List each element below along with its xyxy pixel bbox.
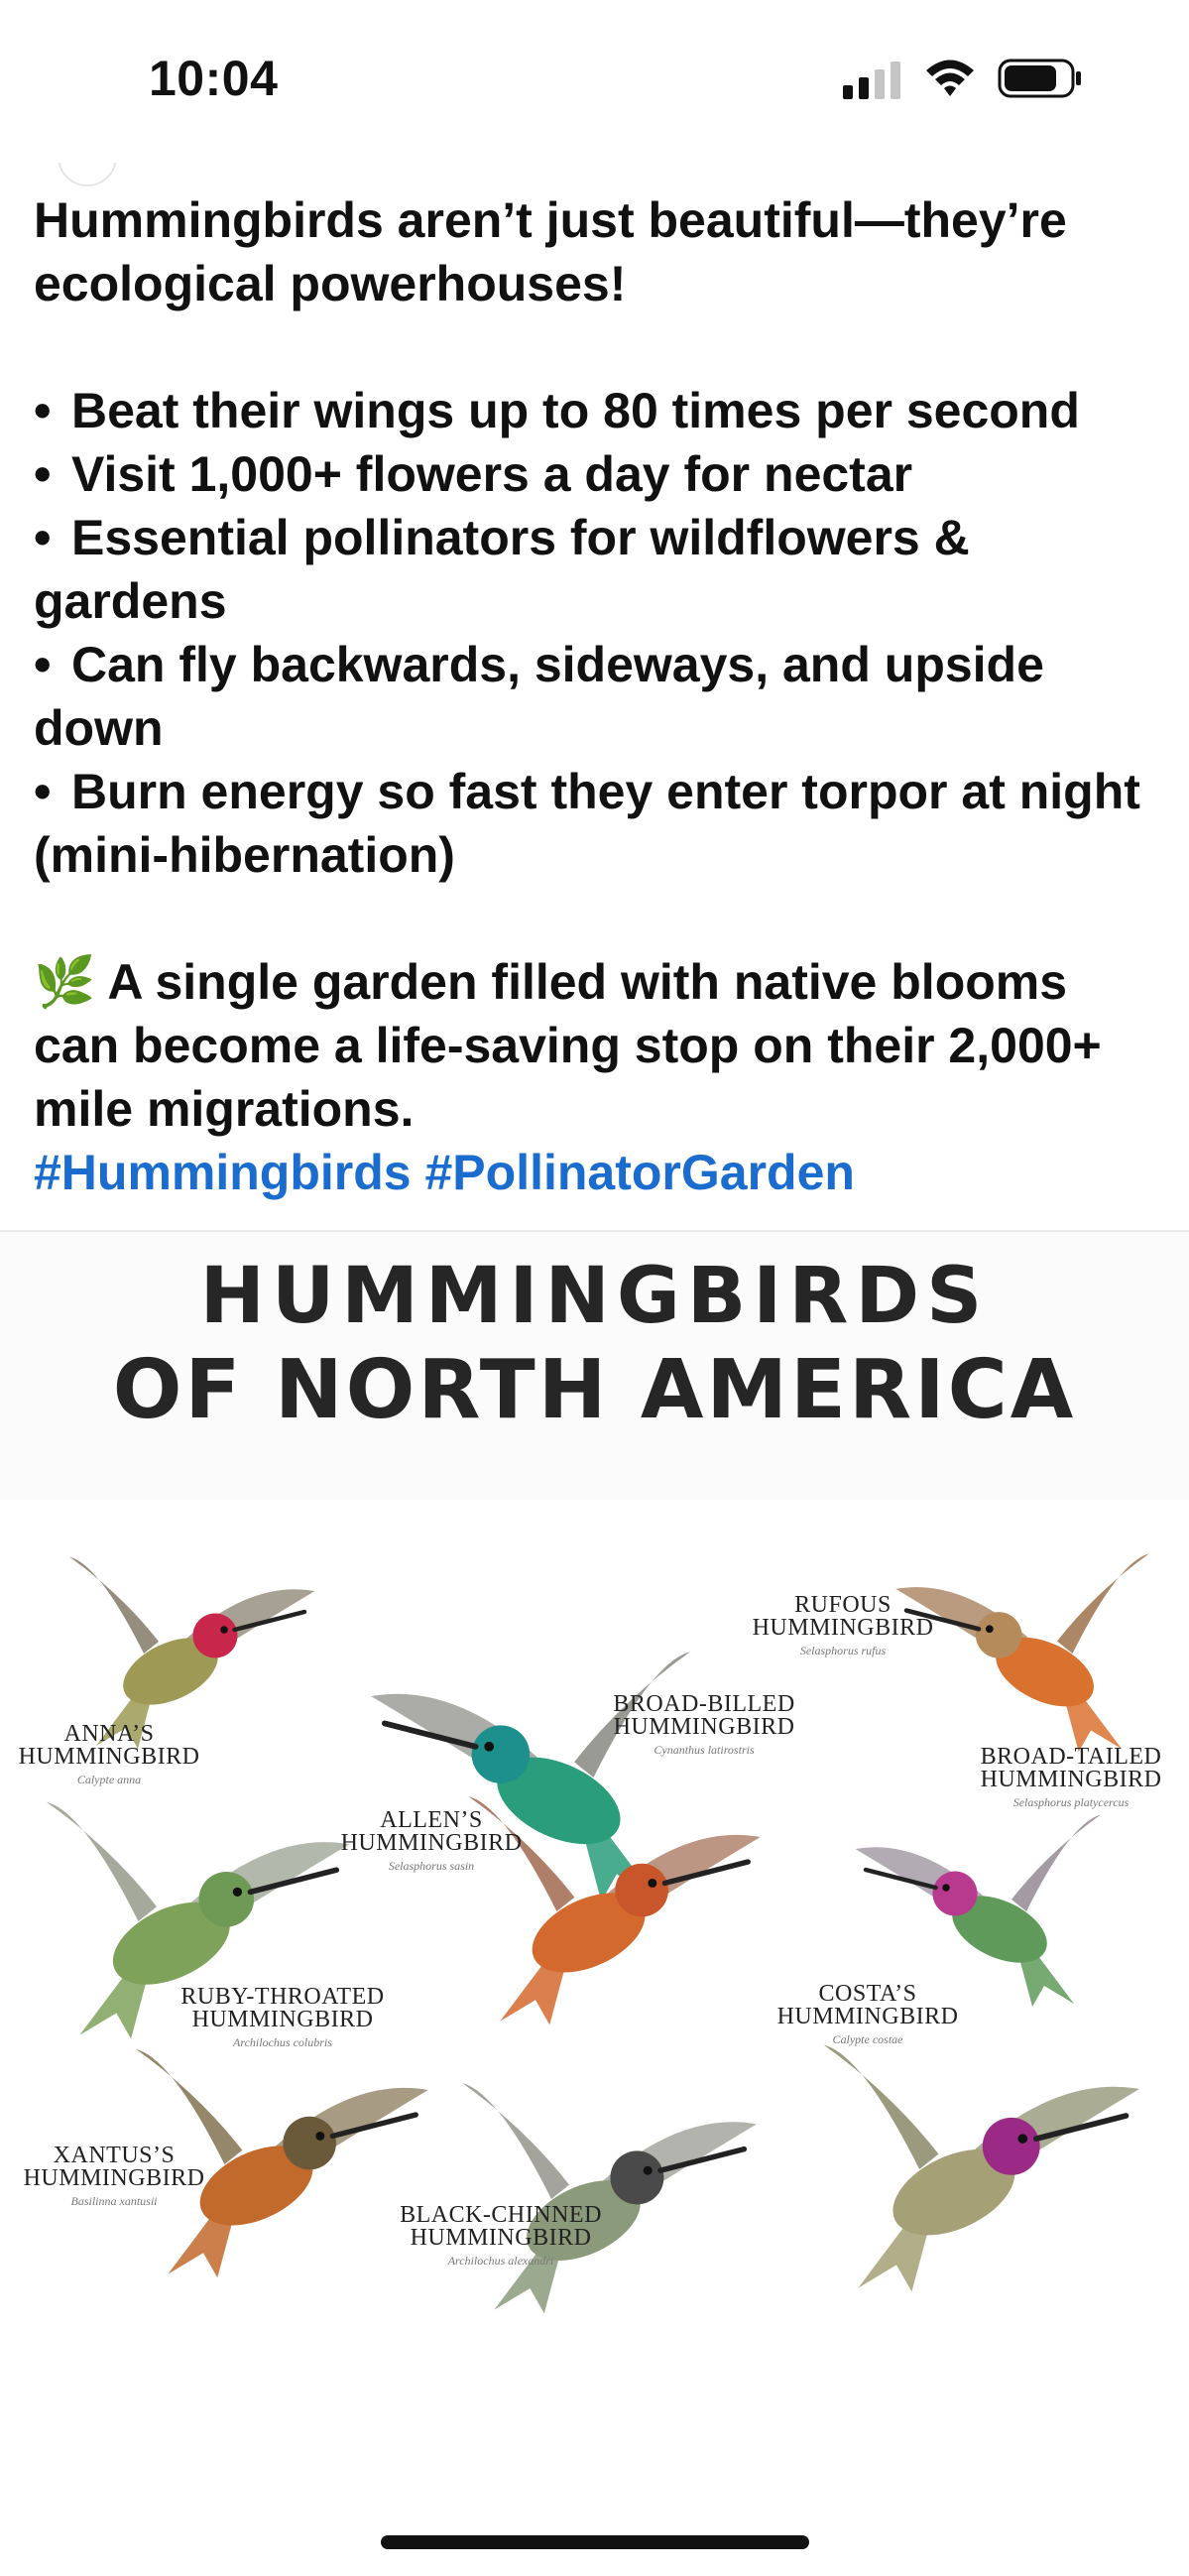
bird-name-label: BROAD-TAILED HUMMINGBIRD Selasphorus platycercus <box>957 1746 1185 1808</box>
caption-bullet: • Visit 1,000+ flowers a day for nectar <box>34 446 913 502</box>
poster-title-line1: HUMMINGBIRDS <box>199 1252 990 1341</box>
status-time: 10:04 <box>149 51 279 106</box>
herb-emoji-icon: 🌿 <box>34 954 96 1010</box>
caption-closing: 🌿 A single garden filled with native blooms can become a life-saving stop on their 2,000+ mile migrations. <box>34 954 1102 1137</box>
bird-scientific-name: Archilochus colubris <box>233 2034 332 2049</box>
bird-name-label: COSTA’S HUMMINGBIRD Calypte costae <box>754 1983 982 2045</box>
bird-scientific-name: Archilochus alexandri <box>447 2253 554 2268</box>
bird-scientific-name: Calypte anna <box>76 1772 142 1786</box>
caption-intro: Hummingbirds aren’t just beautiful—they’re ecological powerhouses! <box>34 192 1067 311</box>
bird-scientific-name: Cynanthus latirostris <box>654 1742 755 1757</box>
status-bar <box>0 0 1189 149</box>
battery-icon <box>998 58 1083 99</box>
hummingbird-illustration <box>426 2065 783 2333</box>
bird-name-label: ANNA’S HUMMINGBIRD Calypte anna <box>10 1723 208 1785</box>
caption-bullet: • Beat their wings up to 80 times per second <box>34 383 1080 438</box>
bird-name-label: ALLEN’S HUMMINGBIRD Selasphorus sasin <box>322 1809 540 1872</box>
cellular-signal-icon <box>841 61 904 99</box>
post-image[interactable] <box>0 1232 1189 2576</box>
caption-bullet: • Burn energy so fast they enter torpor at night (mini-hibernation) <box>34 764 1140 883</box>
caption-bullet: • Essential pollinators for wildflowers & gardens <box>34 510 970 629</box>
bird-name-label: RUFOUS HUMMINGBIRD Selasphorus rufus <box>734 1594 952 1656</box>
post-caption <box>34 188 1164 1204</box>
bird-scientific-name: Selasphorus sasin <box>388 1858 475 1873</box>
home-indicator[interactable] <box>381 2535 809 2549</box>
bird-scientific-name: Selasphorus rufus <box>799 1643 887 1657</box>
poster-title-line2: OF NORTH AMERICA <box>112 1343 1077 1437</box>
bird-name-label: BLACK-CHINNED HUMMINGBIRD Archilochus alexandri <box>382 2204 620 2267</box>
hashtag-link[interactable]: #Hummingbirds <box>34 1145 412 1200</box>
bird-name-label: BROAD-BILLED HUMMINGBIRD Cynanthus latirostris <box>585 1693 823 1756</box>
bird-illustrations <box>0 1500 1189 2576</box>
bird-name-label: RUBY-THROATED HUMMINGBIRD Archilochus colubris <box>164 1986 402 2048</box>
bird-name-label: XANTUS’S HUMMINGBIRD Basilinna xantusii <box>5 2145 223 2207</box>
bird-scientific-name: Selasphorus platycercus <box>1012 1794 1130 1809</box>
hashtag-line <box>34 1141 1164 1204</box>
caption-bullet: • Can fly backwards, sideways, and upside down <box>34 637 1044 756</box>
bird-scientific-name: Basilinna xantusii <box>70 2193 158 2208</box>
wifi-icon <box>922 56 978 99</box>
hummingbird-illustration <box>769 2035 1185 2303</box>
bird-scientific-name: Calypte costae <box>832 2031 903 2046</box>
hashtag-link[interactable]: #PollinatorGarden <box>424 1145 855 1200</box>
